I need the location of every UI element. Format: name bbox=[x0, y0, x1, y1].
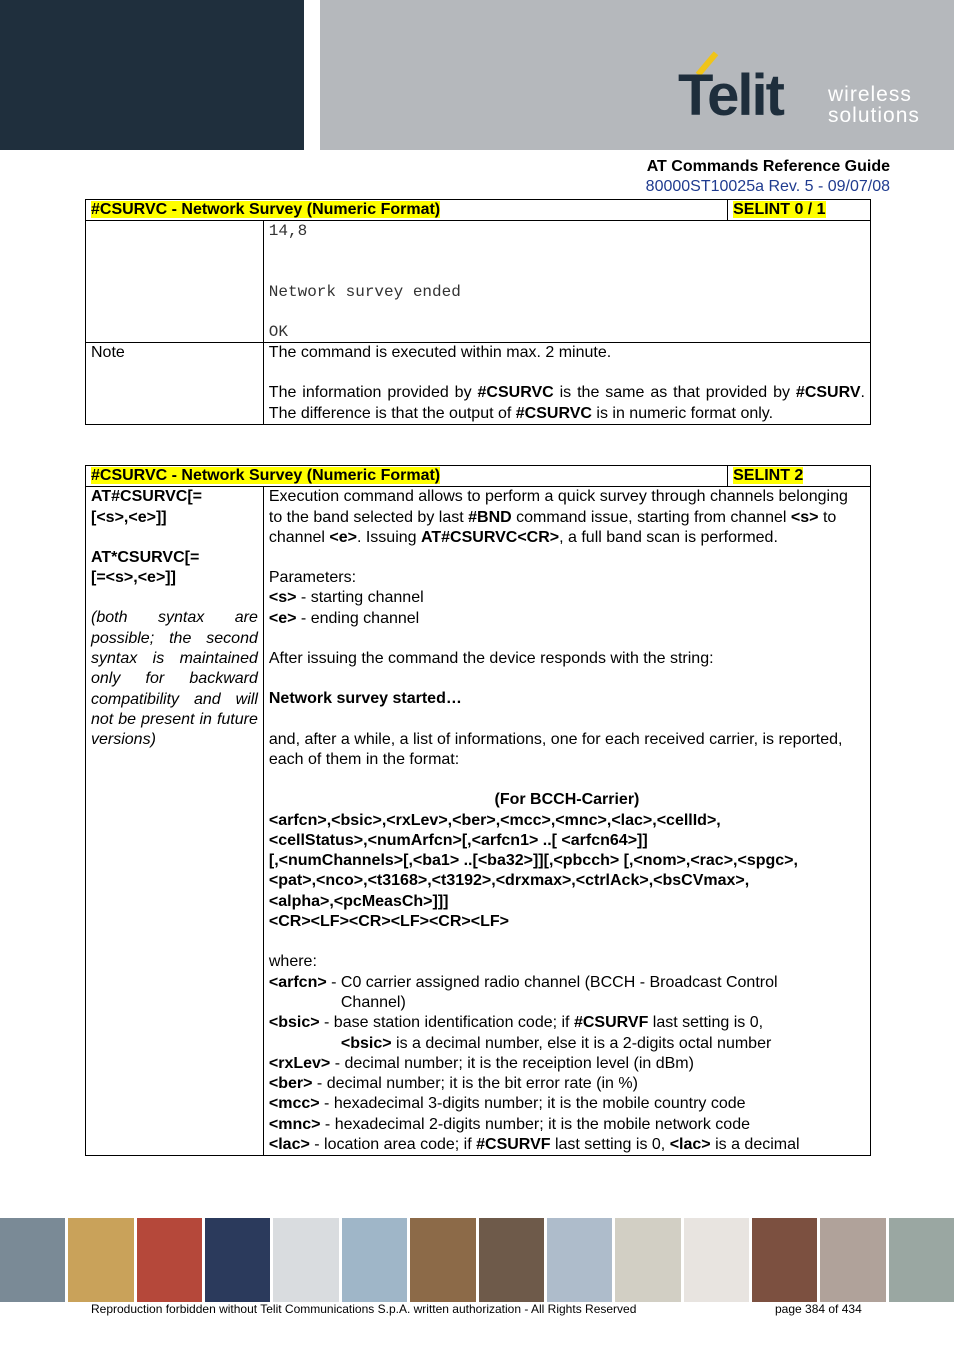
footer-photo bbox=[547, 1218, 612, 1302]
field-desc bbox=[269, 1135, 865, 1155]
text-run: - hexadecimal 3-digits number; it is the mobile country code bbox=[319, 1095, 746, 1113]
text-run: - base station identification code; if bbox=[319, 1014, 574, 1032]
footer-photo bbox=[684, 1218, 749, 1302]
text-run: - decimal number; it is the receiption level (in dBm) bbox=[330, 1054, 694, 1072]
param-ref: <s> bbox=[790, 508, 819, 526]
syntax-note: (both syntax are possible; the second syntax is maintained only for backward compatibility and will not be present in future versions) bbox=[91, 609, 258, 749]
text-run: , a full band scan is performed. bbox=[559, 528, 778, 546]
footer-photo bbox=[0, 1218, 65, 1302]
spacer bbox=[269, 669, 865, 689]
text-run: is a decimal number, else it is a 2-digits octal number bbox=[391, 1034, 772, 1052]
footer-photo bbox=[479, 1218, 544, 1302]
param-ref: <rxLev> bbox=[268, 1054, 331, 1072]
footer-photo bbox=[137, 1218, 202, 1302]
footer-photo bbox=[342, 1218, 407, 1302]
parameter-item bbox=[269, 588, 865, 608]
command-ref: AT#CSURVC<CR> bbox=[421, 528, 560, 546]
example-output-cell bbox=[263, 221, 870, 343]
text-run: is in numeric format only. bbox=[591, 404, 774, 422]
where-label: where: bbox=[268, 953, 317, 971]
code-line: Network survey ended bbox=[268, 282, 461, 301]
selint-cell bbox=[728, 466, 871, 487]
footer-photo bbox=[205, 1218, 270, 1302]
param-ref: <arfcn> bbox=[268, 973, 327, 991]
text-run: - starting channel bbox=[296, 589, 424, 607]
description-text: After issuing the command the device responds with the string: bbox=[268, 650, 714, 668]
command-table-selint01 bbox=[85, 199, 871, 425]
spacer bbox=[269, 770, 865, 790]
param-ref: <s> bbox=[268, 589, 297, 607]
command-ref: #CSURVF bbox=[476, 1136, 551, 1154]
command-table-selint2 bbox=[85, 465, 871, 1156]
spacer bbox=[91, 528, 258, 548]
text-run: last setting is 0, bbox=[550, 1136, 670, 1154]
format-line: <pat>,<nco>,<t3168>,<t3192>,<drxmax>,<ctrlAck>,<bsCVmax>, bbox=[268, 872, 750, 890]
selint-cell bbox=[728, 200, 871, 221]
command-ref: #CSURVC bbox=[515, 404, 592, 422]
table-row bbox=[86, 487, 871, 1156]
param-ref: <mnc> bbox=[268, 1115, 321, 1133]
footer-photo-strip bbox=[0, 1218, 954, 1302]
footer-photo bbox=[889, 1218, 954, 1302]
field-desc bbox=[269, 1074, 865, 1094]
param-ref: <bsic> bbox=[268, 1014, 320, 1032]
command-ref: #CSURV bbox=[795, 384, 861, 402]
text-run: Execution command allows to perform a quick survey through channels belonging to the band selected by last bbox=[268, 488, 848, 526]
footer-photo bbox=[615, 1218, 680, 1302]
footer-page-number: page 384 of 434 bbox=[775, 1302, 862, 1316]
description-text bbox=[269, 487, 865, 548]
command-syntax: AT#CSURVC[= bbox=[91, 488, 202, 506]
response-string: Network survey started… bbox=[268, 690, 462, 708]
spacer bbox=[269, 932, 865, 952]
param-ref: <mcc> bbox=[268, 1095, 320, 1113]
field-desc bbox=[269, 1115, 865, 1135]
selint-label: SELINT 2 bbox=[733, 467, 804, 484]
table-row bbox=[86, 221, 871, 343]
logo-tagline bbox=[828, 84, 920, 126]
spacer bbox=[269, 302, 865, 322]
text-run: last setting is 0, bbox=[648, 1014, 764, 1032]
format-line: [,<numChannels>[,<ba1> ..[<ba32>]][,<pbcch> [,<nom>,<rac>,<spgc>, bbox=[268, 852, 798, 870]
command-ref: #CSURVF bbox=[573, 1014, 649, 1032]
selint-label: SELINT 0 / 1 bbox=[733, 201, 826, 218]
spacer bbox=[269, 242, 865, 262]
command-syntax: [<s>,<e>]] bbox=[91, 508, 167, 526]
format-line: <alpha>,<pcMeasCh>]]] bbox=[268, 892, 449, 910]
param-ref: <e> bbox=[268, 609, 297, 627]
text-run: The information provided by bbox=[268, 384, 478, 402]
text-run: . Issuing bbox=[356, 528, 421, 546]
note-text: The command is executed within max. 2 minute. bbox=[268, 344, 612, 362]
text-run: - ending channel bbox=[296, 609, 420, 627]
description-text: and, after a while, a list of informations, one for each received carrier, is reported, each of them in the format: bbox=[268, 730, 843, 768]
field-desc bbox=[269, 1013, 865, 1033]
empty-cell bbox=[86, 221, 264, 343]
footer-copyright: Reproduction forbidden without Telit Communications S.p.A. written authorization - All Rights Reserved bbox=[91, 1302, 637, 1316]
table-row bbox=[86, 343, 871, 425]
logo-wordmark: Telit bbox=[678, 63, 783, 128]
parameter-item bbox=[269, 609, 865, 629]
spacer bbox=[269, 710, 865, 730]
description-cell bbox=[263, 487, 870, 1156]
table-header-row bbox=[86, 466, 871, 487]
command-syntax: AT*CSURVC[= bbox=[91, 548, 200, 566]
command-syntax: [=<s>,<e>]] bbox=[91, 569, 176, 587]
field-desc bbox=[269, 1094, 865, 1114]
text-run: command issue, starting from channel bbox=[511, 508, 791, 526]
command-ref: #BND bbox=[468, 508, 512, 526]
text-run: - decimal number; it is the bit error rate (in %) bbox=[312, 1075, 638, 1093]
format-heading: (For BCCH-Carrier) bbox=[494, 791, 640, 809]
text-run: - C0 carrier assigned radio channel (BCCH - Broadcast Control bbox=[326, 973, 778, 991]
param-ref: <ber> bbox=[268, 1075, 313, 1093]
command-ref: #CSURVC bbox=[477, 384, 554, 402]
param-ref: <lac> bbox=[669, 1136, 711, 1154]
table-title: #CSURVC - Network Survey (Numeric Format) bbox=[91, 467, 441, 484]
spacer bbox=[269, 363, 865, 383]
param-ref: <lac> bbox=[268, 1136, 310, 1154]
text-run: - location area code; if bbox=[309, 1136, 477, 1154]
code-line: OK bbox=[268, 322, 288, 341]
footer-photo bbox=[68, 1218, 133, 1302]
text-run: to channel bbox=[268, 508, 837, 546]
field-desc bbox=[269, 973, 865, 993]
logo-tagline-line1: wireless bbox=[828, 83, 912, 106]
text-run: is the same as that provided by bbox=[553, 384, 796, 402]
text-run: is a decimal bbox=[710, 1136, 800, 1154]
table-title-cell bbox=[86, 200, 728, 221]
code-line: 14,8 bbox=[268, 222, 308, 241]
param-ref: <bsic> bbox=[340, 1034, 392, 1052]
footer-photo bbox=[820, 1218, 885, 1302]
field-desc bbox=[269, 1054, 865, 1074]
spacer bbox=[269, 629, 865, 649]
field-desc-cont: Channel) bbox=[340, 993, 406, 1011]
spacer bbox=[269, 548, 865, 568]
spacer bbox=[269, 262, 865, 282]
table-header-row bbox=[86, 200, 871, 221]
note-text bbox=[269, 383, 865, 424]
footer-photo bbox=[273, 1218, 338, 1302]
format-line: <CR><LF><CR><LF><CR><LF> bbox=[268, 913, 509, 931]
param-ref: <e> bbox=[329, 528, 357, 546]
spacer bbox=[91, 588, 258, 608]
note-cell bbox=[263, 343, 870, 425]
text-run: . The difference is that the output of bbox=[268, 384, 865, 422]
command-syntax-cell bbox=[86, 487, 264, 1156]
document-revision: 80000ST10025a Rev. 5 - 09/07/08 bbox=[645, 178, 890, 195]
format-line: <cellStatus>,<numArfcn>[,<arfcn1> ..[ <arfcn64>]] bbox=[268, 831, 648, 849]
footer-photo bbox=[410, 1218, 475, 1302]
document-title: AT Commands Reference Guide bbox=[646, 158, 890, 175]
format-line: <arfcn>,<bsic>,<rxLev>,<ber>,<mcc>,<mnc>,<lac>,<cellId>, bbox=[268, 811, 721, 829]
table-title: #CSURVC - Network Survey (Numeric Format) bbox=[91, 201, 441, 218]
footer-photo bbox=[752, 1218, 817, 1302]
header-dark-band bbox=[0, 0, 304, 150]
telit-logo bbox=[678, 50, 928, 130]
table-title-cell bbox=[86, 466, 728, 487]
text-run: - hexadecimal 2-digits number; it is the mobile network code bbox=[320, 1115, 750, 1133]
logo-tagline-line2: solutions bbox=[828, 104, 920, 127]
field-desc-cont bbox=[269, 1034, 865, 1054]
note-label: Note bbox=[86, 343, 264, 425]
parameters-label: Parameters: bbox=[268, 569, 357, 587]
